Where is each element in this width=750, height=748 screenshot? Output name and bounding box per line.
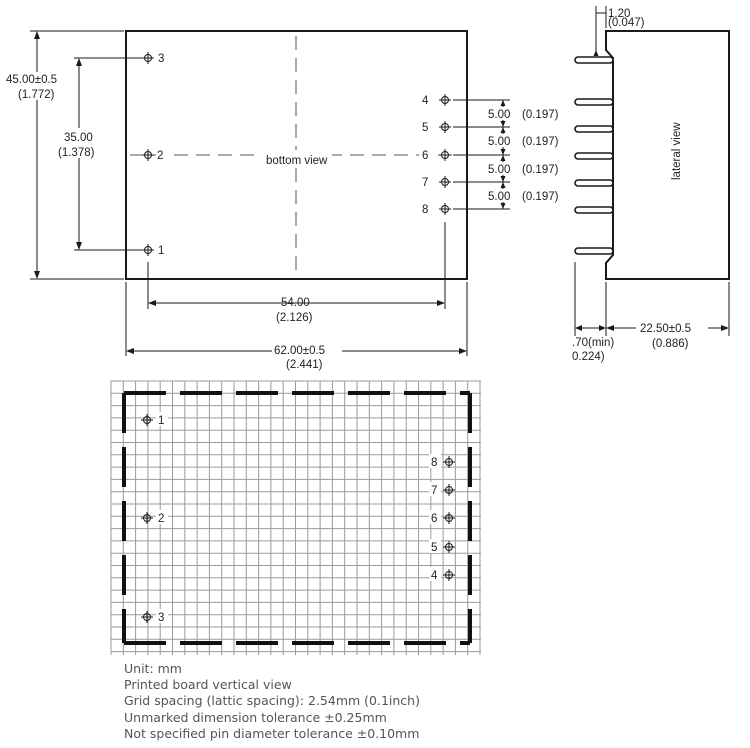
- pcb-pin-6-marker: [443, 512, 455, 524]
- dim-pitch-6-7: 5.00: [488, 164, 511, 176]
- dim-depth: 22.50±0.5: [640, 323, 692, 335]
- pcb-pin-label-6: 6: [431, 513, 438, 525]
- pcb-pin-8-marker: [443, 456, 455, 468]
- pcb-pin-label-7: 7: [431, 485, 438, 497]
- dim-pin-span-horizontal-inch: (2.126): [276, 312, 313, 324]
- dim-pitch-6-7-inch: (0.197): [522, 164, 559, 176]
- pcb-pin-label-8: 8: [431, 457, 438, 469]
- lateral-view: [575, 31, 729, 279]
- dim-pin-span-horizontal: 54.00: [281, 297, 310, 309]
- dim-pitch-7-8: 5.00: [488, 191, 511, 203]
- pin-label-5: 5: [422, 122, 429, 134]
- pcb-pin-2-marker: [141, 512, 153, 524]
- pin-label-3: 3: [158, 53, 165, 65]
- note-pin-tolerance: Not specified pin diameter tolerance ±0.10mm: [124, 725, 420, 741]
- pin-label-4: 4: [422, 95, 429, 107]
- dim-height-inch: (1.772): [18, 89, 55, 101]
- pin-6-marker: [439, 149, 451, 161]
- pin-label-6: 6: [422, 150, 429, 162]
- dim-pin-span-vertical: 35.00: [64, 132, 93, 144]
- pin-label-2: 2: [157, 150, 164, 162]
- dim-pin-length-inch: 0.224): [572, 351, 605, 363]
- drawing-notes: [124, 661, 420, 742]
- bottom-view: [126, 31, 467, 279]
- pin-4-marker: [439, 94, 451, 106]
- lateral-view-label: lateral view: [671, 122, 683, 180]
- pcb-pin-1-marker: [141, 414, 153, 426]
- pin-label-8: 8: [422, 204, 429, 216]
- pin-8-marker: [439, 203, 451, 215]
- pcb-pin-label-4: 4: [431, 570, 438, 582]
- pin-label-1: 1: [158, 245, 165, 257]
- pcb-pin-3-marker: [141, 611, 153, 623]
- bottom-view-dimensions: [4, 31, 566, 371]
- dim-pin-diameter-inch: (0.047): [608, 17, 645, 29]
- dim-pitch-5-6-inch: (0.197): [522, 136, 559, 148]
- bottom-view-label: bottom view: [266, 155, 328, 167]
- dim-pitch-4-5-inch: (0.197): [522, 109, 559, 121]
- pcb-pin-5-marker: [443, 541, 455, 553]
- dim-pitch-7-8-inch: (0.197): [522, 191, 559, 203]
- dim-pin-span-vertical-inch: (1.378): [58, 147, 95, 159]
- dim-pitch-4-5: 5.00: [488, 109, 511, 121]
- pcb-pin-4-marker: [443, 569, 455, 581]
- pin-2-marker: [142, 149, 154, 161]
- pcb-pin-label-2: 2: [158, 513, 165, 525]
- lateral-pins: [575, 57, 613, 254]
- note-view: Printed board vertical view: [124, 677, 292, 693]
- pcb-footprint-view: [111, 381, 481, 655]
- dim-width-inch: (2.441): [286, 359, 323, 371]
- pcb-pin-label-1: 1: [158, 415, 165, 427]
- pin-label-7: 7: [422, 177, 429, 189]
- pin-5-marker: [439, 121, 451, 133]
- dim-pitch-5-6: 5.00: [488, 136, 511, 148]
- pcb-pin-label-3: 3: [158, 612, 165, 624]
- pin-7-marker: [439, 176, 451, 188]
- pcb-pin-7-marker: [443, 484, 455, 496]
- lateral-outline: [606, 31, 729, 279]
- dim-depth-inch: (0.886): [652, 338, 689, 350]
- note-unit: Unit: mm: [124, 661, 182, 676]
- note-dimension-tolerance: Unmarked dimension tolerance ±0.25mm: [124, 709, 387, 725]
- pcb-pin-label-5: 5: [431, 542, 438, 554]
- note-grid-spacing: Grid spacing (lattic spacing): 2.54mm (0.1inch): [124, 693, 420, 709]
- dim-height: 45.00±0.5: [6, 74, 58, 86]
- dim-pin-length: .70(min): [572, 337, 615, 349]
- dim-pin-diameter: 1.20: [608, 8, 631, 20]
- dim-width: 62.00±0.5: [274, 345, 326, 357]
